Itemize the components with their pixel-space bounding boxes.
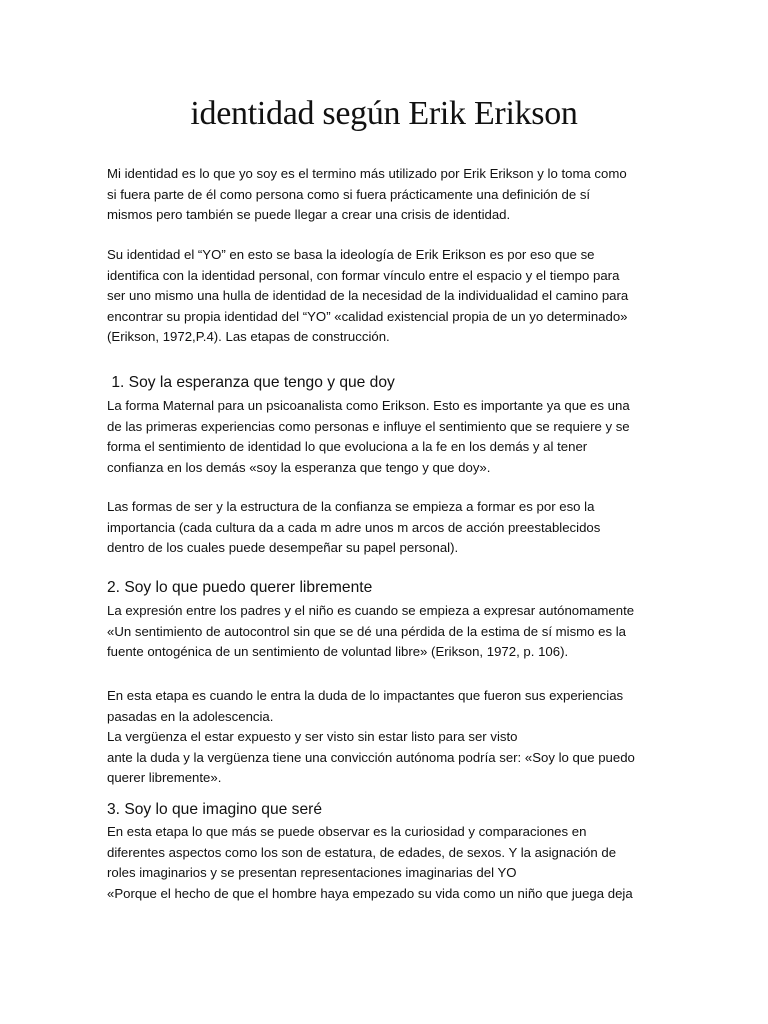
text-line: (Erikson, 1972,P.4). Las etapas de construcción.: [107, 329, 390, 345]
text-line: «Un sentimiento de autocontrol sin que se dé una pérdida de la estima de sí mismo es la: [107, 623, 627, 639]
section-2-paragraph-2: [107, 686, 667, 789]
document-title: identidad según Erik Erikson: [190, 95, 578, 132]
text-line: ser uno mismo una hulla de identidad de la necesidad de la individualidad el camino para: [107, 288, 629, 304]
text-line: En esta etapa lo que más se puede observar es la curiosidad y comparaciones en: [107, 824, 587, 839]
text-line: diferentes aspectos como los son de estatura, de edades, de sexos. Y la asignación de: [107, 844, 617, 860]
section-2-heading: 2. Soy lo que puedo querer libremente: [107, 579, 373, 596]
section-3-heading: 3. Soy lo que imagino que seré: [107, 801, 322, 818]
text-line: si fuera parte de él como persona como si fuera prácticamente una definición de sí: [107, 186, 591, 202]
text-line: La expresión entre los padres y el niño es cuando se empieza a expresar autónomamente: [107, 603, 635, 618]
section-2-paragraph-1: [107, 601, 667, 663]
text-line: ante la duda y la vergüenza tiene una convicción autónoma podría ser: «Soy lo que puedo: [107, 749, 635, 765]
text-line: de las primeras experiencias como personas e influye el sentimiento que se requiere y se: [107, 418, 630, 434]
text-line: identifica con la identidad personal, con formar vínculo entre el espacio y el tiempo para: [107, 267, 620, 283]
text-line: La vergüenza el estar expuesto y ser visto sin estar listo para ser visto: [107, 729, 518, 745]
section-1-heading: 1. Soy la esperanza que tengo y que doy: [107, 374, 395, 391]
text-line: pasadas en la adolescencia.: [107, 708, 274, 724]
text-line: Las formas de ser y la estructura de la confianza se empieza a formar es por eso la: [107, 499, 595, 514]
section-1-paragraph-1: [107, 396, 667, 478]
text-line: «Porque el hecho de que el hombre haya empezado su vida como un niño que juega deja: [107, 885, 633, 901]
text-line: Mi identidad es lo que yo soy es el termino más utilizado por Erik Erikson y lo toma como: [107, 166, 627, 181]
text-line: fuente ontogénica de un sentimiento de voluntad libre» (Erikson, 1972, p. 106).: [107, 644, 569, 660]
text-line: En esta etapa es cuando le entra la duda de lo impactantes que fueron sus experiencias: [107, 688, 624, 703]
text-line: roles imaginarios y se presentan representaciones imaginarias del YO: [107, 865, 517, 881]
text-line: dentro de los cuales puede desempeñar su papel personal).: [107, 540, 459, 556]
text-line: querer libremente».: [107, 770, 222, 786]
text-line: encontrar su propia identidad del “YO” «calidad existencial propia de un yo determinado»: [107, 308, 628, 324]
text-line: forma el sentimiento de identidad lo que evoluciona a la fe en los demás y al tener: [107, 439, 588, 455]
text-line: Su identidad el “YO” en esto se basa la ideología de Erik Erikson es por eso que se: [107, 247, 595, 262]
text-line: importancia (cada cultura da a cada m adre unos m arcos de acción preestablecidos: [107, 519, 601, 535]
text-line: confianza en los demás «soy la esperanza que tengo y que doy».: [107, 459, 491, 475]
text-line: mismos pero también se puede llegar a crear una crisis de identidad.: [107, 207, 511, 223]
section-1-paragraph-2: [107, 497, 667, 559]
section-3-paragraph-1: [107, 822, 667, 904]
intro-paragraph-1: [107, 164, 667, 226]
intro-paragraph-2: [107, 245, 667, 348]
text-line: La forma Maternal para un psicoanalista como Erikson. Esto es importante ya que es una: [107, 398, 630, 413]
